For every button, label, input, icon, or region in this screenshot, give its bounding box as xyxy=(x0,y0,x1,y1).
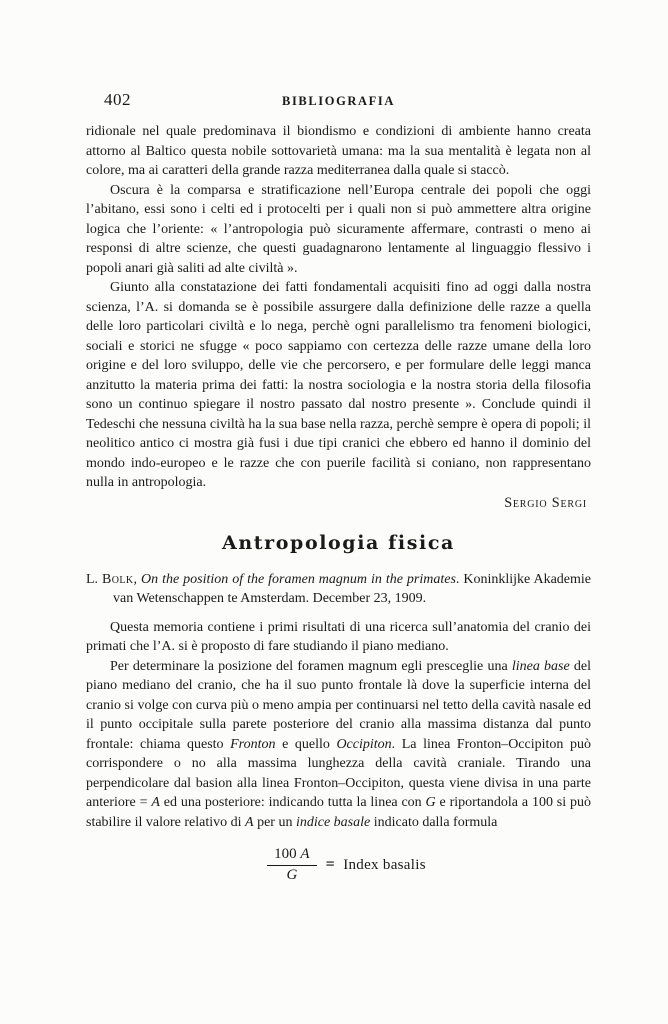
fraction-denominator: G xyxy=(286,867,298,884)
section-heading: Antropologia fisica xyxy=(222,531,455,554)
running-title: BIBLIOGRAFIA xyxy=(282,94,395,108)
paragraph: Oscura è la comparsa e stratificazione nell’Europa centrale dei popoli che oggi l’abitano, essi sono i celti ed i protocelti per i quali non si può ammettere altra origine logica che l’oriente: « l’antropologia può sicuramente affermare, contrasti o meno ai responsi di altre scienze, che questi guadagnarono lentamente al linguaggio flessivo i popoli anari già saliti ad alte civiltà ». xyxy=(86,182,591,276)
page-header xyxy=(86,90,591,112)
fraction-numerator: 100 A xyxy=(267,846,316,866)
paragraph: Questa memoria contiene i primi risultati di una ricerca sull’anatomia del cranio dei primati che l’A. si è proposto di fare studiando il piano mediano. xyxy=(86,619,591,654)
fraction xyxy=(267,846,316,885)
paragraph: Giunto alla constatazione dei fatti fondamentali acquisiti fino ad oggi dalla nostra scienza, l’A. si domanda se è possibile assurgere dalla definizione delle razze a quella delle loro particolari civiltà e lo nega, perchè ogni parallelismo tra fenomeni biologici, sociali e storici ne sfugge « poco sappiamo con certezza delle razze umane della loro origine e del loro sviluppo, delle vie che percorsero, e per formulare delle leggi manca anzitutto la materia prima dei fatti: la nostra sociologia e la nostra storia della filosofia sono un continuo spiegare il nostro passato dal nostro presente ». Conclude quindi il Tedeschi che nessuna civiltà ha la sua base nella razza, perchè sempre è opera di popoli; il neolitico antico ci mostra già fusi i due tipi cranici che ebbero ed hanno il dominio del mondo indo-europeo e le razze che con puerile facilità si coniano, non rappresentano nulla in antropologia. xyxy=(86,280,591,490)
citation-entry: L. Bolk, On the position of the foramen magnum in the primates. Koninklijke Akademie van Wetenschappen te Amsterdam. December 23, 1909. xyxy=(86,571,591,606)
equals-sign: = xyxy=(325,856,335,874)
formula-result: Index basalis xyxy=(343,856,426,873)
page-number: 402 xyxy=(104,90,131,109)
paragraph-continuation: ridionale nel quale predominava il biondismo e condizioni di ambiente hanno creata attorno al Baltico questa nobile sottovarietà umana: ma la sua mentalità è legata non al colore, ma ai caratteri della grande razza mediterranea dalla quale si staccò. xyxy=(86,124,591,178)
reviewer-signature: Sergio Sergi xyxy=(504,494,587,511)
text-block xyxy=(86,90,591,885)
paragraph: Per determinare la posizione del foramen magnum egli presceglie una linea base del piano mediano del cranio, che ha il suo punto frontale là dove la superficie interna del cranio si volge con curva più o meno ampia per continuarsi nel tetto della cavità nasale ed il punto occipitale sulla parete posteriore del cranio alla massima distanza dal punto frontale: chiama questo Fronton e quello Occipiton. La linea Fronton–Occipiton può corrispondere o no alla massima lunghezza della cavità craniale. Tirando una perpendicolare dal basion alla linea Fronton–Occipiton, questa viene divisa in una parte anteriore = A ed una posteriore: indicando tutta la linea con G e riportandola a 100 si può stabilire il valore relativo di A per un indice basale indicato dalla formula xyxy=(86,658,592,830)
formula xyxy=(94,846,599,885)
